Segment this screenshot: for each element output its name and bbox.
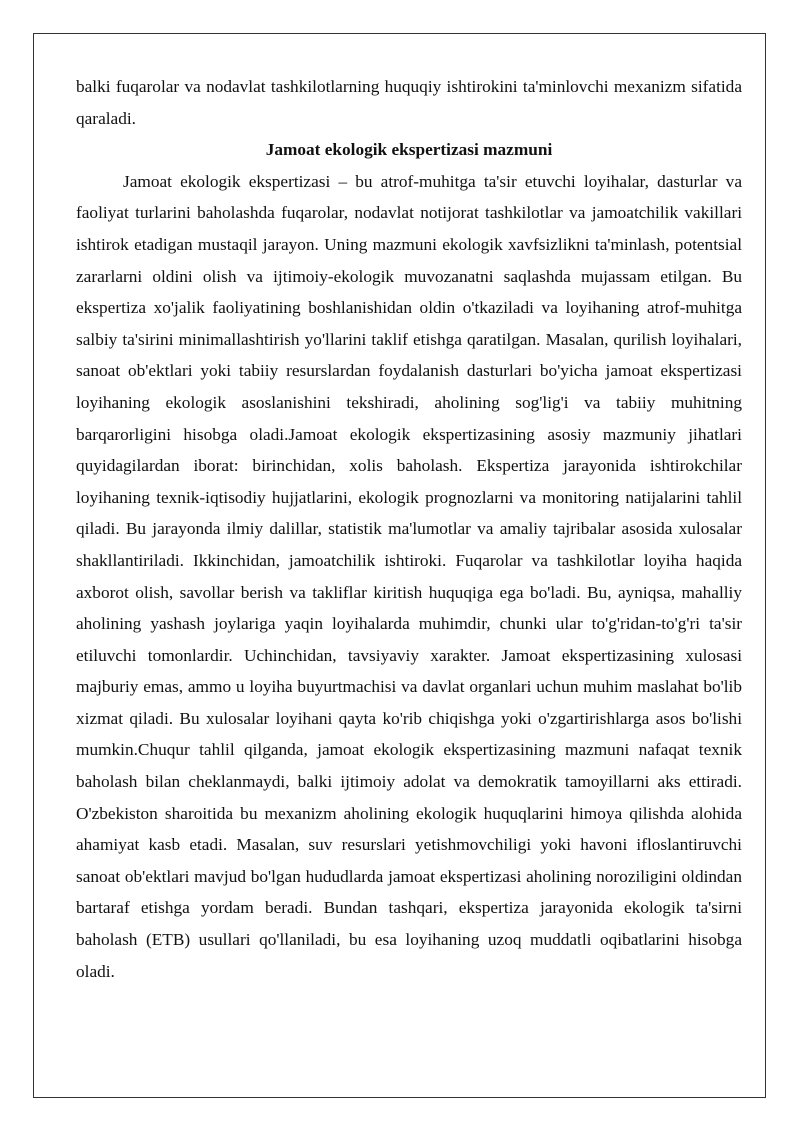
body-paragraph: Jamoat ekologik ekspertizasi – bu atrof-muhitga ta'sir etuvchi loyihalar, dasturlar va faoliyat turlarini baholashda fuqarolar, nodavlat notijorat tashkilotlar va jamoatchilik vakillari ishtirok etadigan mustaqil jarayon. Uning mazmuni ekologik xavfsizlikni ta'minlash, potentsial zararlarni oldini olish va ijtimoiy-ekologik muvozanatni saqlashda mujassam etilgan. Bu ekspertiza xo'jalik faoliyatining boshlanishidan oldin o'tkaziladi va loyihaning atrof-muhitga salbiy ta'sirini minimallashtirish yo'llarini taklif etishga qaratilgan. Masalan, qurilish loyihalari, sanoat ob'ektlari yoki tabiiy resurslardan foydalanish dasturlari bo'yicha jamoat ekspertizasi loyihaning ekologik asoslanishini tekshiradi, aholining sog'lig'i va tabiiy muhitning barqarorligini hisobga oladi.Jamoat ekologik ekspertizasining asosiy mazmuniy jihatlari quyidagilardan iborat: birinchidan, xolis baholash. Ekspertiza jarayonida ishtirokchilar loyihaning texnik-iqtisodiy hujjatlarini, ekologik prognozlarni va monitoring natijalarini tahlil qiladi. Bu jarayonda ilmiy dalillar, statistik ma'lumotlar va amaliy tajribalar asosida xulosalar shakllantiriladi. Ikkinchidan, jamoatchilik ishtiroki. Fuqarolar va tashkilotlar loyiha haqida axborot olish, savollar berish va takliflar kiritish huquqiga ega bo'ladi. Bu, ayniqsa, mahalliy aholining yashash joylariga yaqin loyihalarda muhimdir, chunki ular to'g'ridan-to'g'ri ta'sir etiluvchi tomonlardir. Uchinchidan, tavsiyaviy xarakter. Jamoat ekspertizasining xulosasi majburiy emas, ammo u loyiha buyurtmachisi va davlat organlari uchun muhim maslahat bo'lib xizmat qiladi. Bu xulosalar loyihani qayta ko'rib chiqishga yoki o'zgartirishlarga asos bo'lishi mumkin.Chuqur tahlil qilganda, jamoat ekologik ekspertizasining mazmuni nafaqat texnik baholash bilan cheklanmaydi, balki ijtimoiy adolat va demokratik tamoyillarni aks ettiradi. O'zbekiston sharoitida bu mexanizm aholining ekologik huquqlarini himoya qilishda alohida ahamiyat kasb etadi. Masalan, suv resurslari yetishmovchiligi yoki havoni ifloslantiruvchi sanoat ob'ektlari mavjud bo'lgan hududlarda jamoat ekspertizasi aholining noroziligini oldindan bartaraf etishga yordam beradi. Bundan tashqari, ekspertiza jarayonida ekologik ta'sirni baholash (ETB) usullari qo'llaniladi, bu esa loyihaning uzoq muddatli oqibatlarini hisobga oladi. [76, 171, 742, 981]
continuation-paragraph: balki fuqarolar va nodavlat tashkilotlarning huquqiy ishtirokini ta'minlovchi mexanizm sifatida qaraladi. [76, 77, 742, 128]
section-heading: Jamoat ekologik ekspertizasi mazmuni [265, 140, 553, 160]
document-body [76, 71, 742, 987]
